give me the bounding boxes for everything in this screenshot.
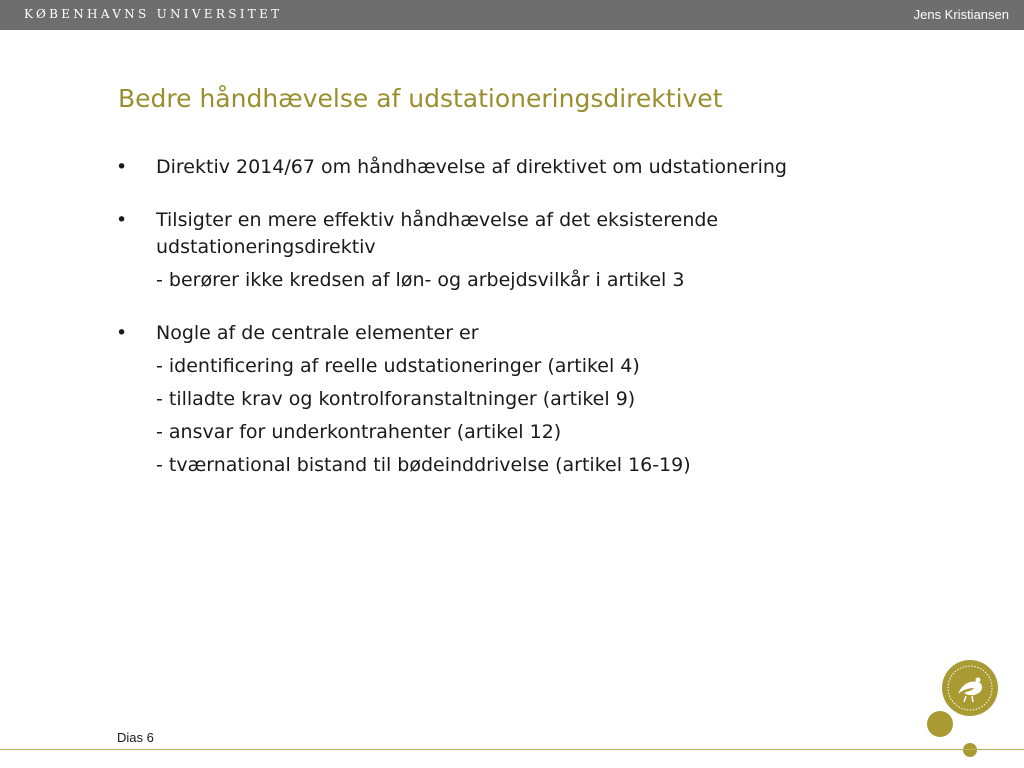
- sub-item: - tilladte krav og kontrolforanstaltninger (artikel 9): [156, 388, 636, 410]
- decorative-circle-small: [963, 743, 977, 757]
- bullet-item: [116, 320, 916, 479]
- sub-item: - tværnational bistand til bødeinddrivelse (artikel 16-19): [156, 454, 691, 476]
- sub-item: - ansvar for underkontrahenter (artikel 12): [156, 421, 562, 443]
- slide-title: Bedre håndhævelse af udstationeringsdirektivet: [118, 84, 723, 113]
- bullet-item: [116, 154, 916, 181]
- slide-number: Dias 6: [117, 730, 154, 745]
- sub-item: - identificering af reelle udstationeringer (artikel 4): [156, 355, 640, 377]
- slide-content: [116, 154, 916, 505]
- bullet-text: Tilsigter en mere effektiv håndhævelse af det eksisterende udstationeringsdirektiv: [156, 209, 719, 258]
- bullet-text: Nogle af de centrale elementer er: [156, 322, 479, 344]
- sub-item: - berører ikke kredsen af løn- og arbejdsvilkår i artikel 3: [156, 269, 685, 291]
- top-bar: [0, 0, 1024, 30]
- bullet-text: Direktiv 2014/67 om håndhævelse af direktivet om udstationering: [156, 156, 787, 178]
- bullet-icon: •: [116, 156, 128, 178]
- bullet-item: [116, 207, 916, 294]
- decorative-circle-large: [927, 711, 953, 737]
- author-name: Jens Kristiansen: [913, 7, 1009, 22]
- bullet-icon: •: [116, 322, 128, 344]
- university-name: KØBENHAVNS UNIVERSITET: [24, 7, 283, 21]
- bullet-icon: •: [116, 209, 128, 231]
- university-seal-icon: [940, 658, 1000, 718]
- footer-divider: [0, 749, 1024, 750]
